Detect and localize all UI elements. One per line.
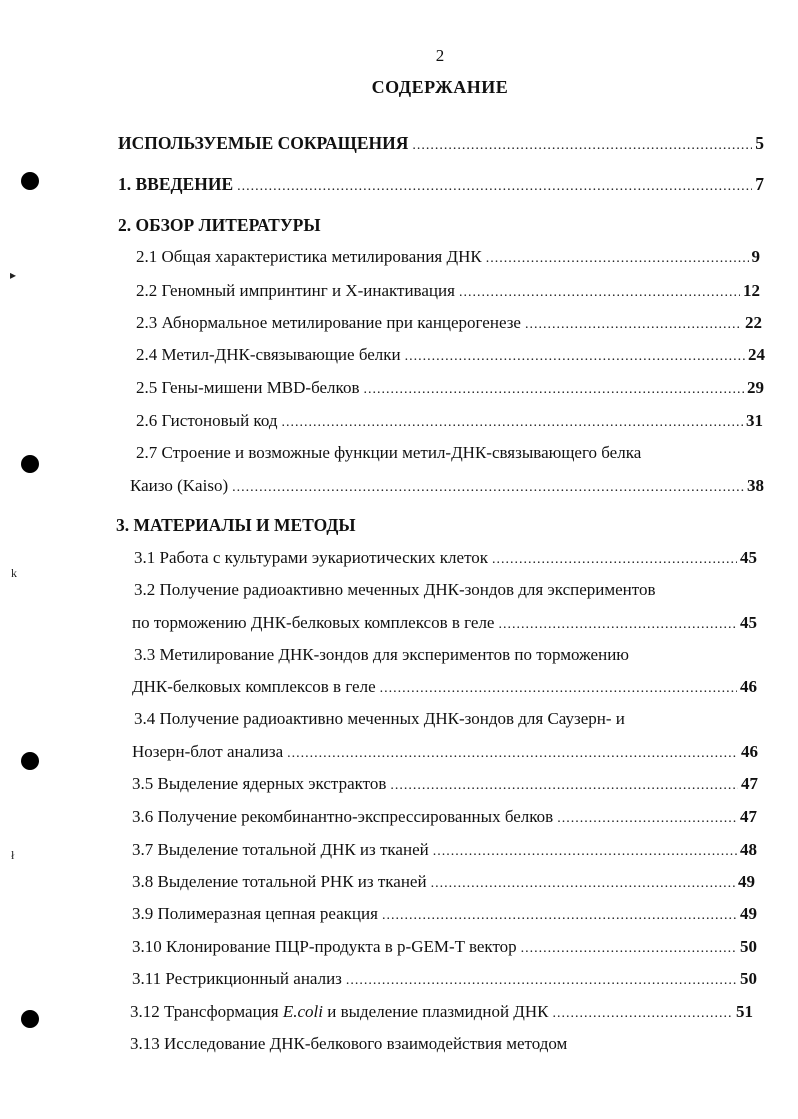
toc-entry-page: 46 — [741, 742, 758, 761]
toc-entry-2-2[interactable] — [136, 281, 760, 301]
toc-entry-3-12[interactable] — [130, 1002, 753, 1022]
toc-entry-text: ДНК-белковых комплексов в геле — [132, 677, 376, 696]
scan-mark: ł — [11, 848, 15, 862]
dot-leader — [459, 285, 740, 301]
toc-entry-3-1[interactable] — [134, 548, 757, 568]
dot-leader — [363, 382, 744, 398]
toc-entry-text-pre: 3.12 Трансформация — [130, 1002, 283, 1021]
toc-entry-text: 2.3 Абнормальное метилирование при канцерогенезе — [136, 313, 521, 332]
punch-hole — [21, 752, 39, 770]
toc-entry-text: 2.5 Гены-мишени MBD-белков — [136, 378, 360, 397]
dot-leader — [498, 617, 737, 633]
toc-entry-page: 24 — [748, 345, 765, 364]
dot-leader — [405, 349, 745, 365]
toc-entry-text: ИСПОЛЬЗУЕМЫЕ СОКРАЩЕНИЯ — [118, 133, 409, 153]
dot-leader — [287, 746, 738, 762]
toc-entry-text: 3.5 Выделение ядерных экстрактов — [132, 774, 387, 793]
toc-entry-text: 3.6 Получение рекомбинантно-экспрессированных белков — [132, 807, 554, 826]
toc-entry-text — [130, 1002, 549, 1022]
toc-entry-text: 1. ВВЕДЕНИЕ — [118, 174, 234, 194]
dot-leader — [237, 179, 752, 195]
page-number: 2 — [435, 46, 445, 65]
toc-entry-page: 9 — [751, 247, 760, 266]
toc-entry-page: 49 — [738, 872, 755, 891]
toc-entry-page: 38 — [747, 476, 764, 495]
toc-entry-page: 47 — [741, 774, 758, 793]
dot-leader — [380, 681, 737, 697]
toc-entry-3-2-line1[interactable]: 3.2 Получение радиоактивно меченных ДНК-зондов для экспериментов — [134, 580, 656, 599]
scan-mark: k — [11, 566, 17, 580]
dot-leader — [382, 908, 737, 924]
toc-entry-abbreviations[interactable] — [118, 133, 764, 154]
toc-entry-3-2-line2[interactable] — [132, 613, 757, 633]
dot-leader — [390, 778, 738, 794]
toc-entry-text: 3.7 Выделение тотальной ДНК из тканей — [132, 840, 429, 859]
toc-entry-3-13-line1[interactable]: 3.13 Исследование ДНК-белкового взаимодействия методом — [130, 1034, 568, 1053]
dot-leader — [431, 876, 735, 892]
toc-entry-2-7-line2[interactable] — [130, 476, 764, 496]
toc-entry-3-6[interactable] — [132, 807, 757, 827]
toc-entry-text: 2.6 Гистоновый код — [136, 411, 278, 430]
toc-entry-text: 3.8 Выделение тотальной РНК из тканей — [132, 872, 427, 891]
toc-entry-text: 2.2 Геномный импринтинг и Х-инактивация — [136, 281, 455, 300]
toc-entry-page: 45 — [740, 548, 757, 567]
dot-leader — [525, 317, 742, 333]
toc-entry-page: 5 — [755, 133, 764, 153]
toc-entry-page: 47 — [740, 807, 757, 826]
toc-entry-2-1[interactable] — [136, 247, 760, 267]
toc-entry-2-6[interactable] — [136, 411, 763, 431]
toc-entry-3-9[interactable] — [132, 904, 757, 924]
toc-entry-text: 3.9 Полимеразная цепная реакция — [132, 904, 378, 923]
toc-entry-page: 29 — [747, 378, 764, 397]
scan-mark: ▸ — [10, 268, 17, 282]
toc-entry-page: 45 — [740, 613, 757, 632]
toc-entry-3-4-line2[interactable] — [132, 742, 758, 762]
dot-leader — [232, 480, 744, 496]
dot-leader — [492, 552, 737, 568]
toc-entry-text: Нозерн-блот анализа — [132, 742, 284, 761]
toc-entry-page: 48 — [740, 840, 757, 859]
toc-entry-3-5[interactable] — [132, 774, 758, 794]
toc-entry-introduction[interactable] — [118, 174, 764, 195]
toc-entry-page: 49 — [740, 904, 757, 923]
toc-entry-text: 3.10 Клонирование ПЦР-продукта в p-GEM-T вектор — [132, 937, 517, 956]
toc-entry-page: 46 — [740, 677, 757, 696]
toc-entry-text: 2.1 Общая характеристика метилирования ДНК — [136, 247, 482, 266]
toc-entry-page: 12 — [743, 281, 760, 300]
toc-entry-text: по торможению ДНК-белковых комплексов в геле — [132, 613, 495, 632]
toc-entry-text: 3.1 Работа с культурами эукариотических клеток — [134, 548, 489, 567]
toc-entry-text-italic: E.coli — [282, 1002, 323, 1021]
page-title: СОДЕРЖАНИЕ — [371, 77, 509, 97]
dot-leader — [433, 844, 737, 860]
toc-entry-2-3[interactable] — [136, 313, 762, 333]
toc-entry-page: 7 — [755, 174, 764, 194]
dot-leader — [557, 811, 737, 827]
toc-chapter-literature-review[interactable]: 2. ОБЗОР ЛИТЕРАТУРЫ — [118, 215, 321, 235]
toc-entry-page: 50 — [740, 969, 757, 988]
toc-entry-text: 3.11 Рестрикционный анализ — [132, 969, 342, 988]
toc-entry-page: 51 — [736, 1002, 753, 1021]
toc-entry-page: 22 — [745, 313, 762, 332]
punch-hole — [21, 455, 39, 473]
dot-leader — [412, 138, 752, 154]
toc-entry-3-3-line1[interactable]: 3.3 Метилирование ДНК-зондов для экспериментов по торможению — [134, 645, 629, 664]
toc-entry-2-4[interactable] — [136, 345, 765, 365]
toc-entry-text-post: и выделение плазмидной ДНК — [322, 1002, 549, 1021]
dot-leader — [346, 973, 737, 989]
punch-hole — [21, 1010, 39, 1028]
toc-entry-text: Каизо (Kaiso) — [130, 476, 229, 495]
dot-leader — [521, 941, 737, 957]
toc-entry-3-11[interactable] — [132, 969, 757, 989]
toc-entry-page: 50 — [740, 937, 757, 956]
toc-entry-2-5[interactable] — [136, 378, 764, 398]
toc-chapter-materials-methods[interactable]: 3. МАТЕРИАЛЫ И МЕТОДЫ — [116, 515, 356, 535]
dot-leader — [486, 251, 749, 267]
punch-hole — [21, 172, 39, 190]
toc-entry-3-3-line2[interactable] — [132, 677, 757, 697]
toc-entry-text: 2.4 Метил-ДНК-связывающие белки — [136, 345, 401, 364]
toc-entry-3-8[interactable] — [132, 872, 755, 892]
toc-entry-2-7-line1[interactable]: 2.7 Строение и возможные функции метил-ДНК-связывающего белка — [136, 443, 642, 462]
toc-entry-3-4-line1[interactable]: 3.4 Получение радиоактивно меченных ДНК-зондов для Саузерн- и — [134, 709, 625, 728]
dot-leader — [553, 1006, 733, 1022]
toc-entry-page: 31 — [746, 411, 763, 430]
toc-entry-3-10[interactable] — [132, 937, 757, 957]
toc-entry-3-7[interactable] — [132, 840, 757, 860]
dot-leader — [281, 415, 743, 431]
